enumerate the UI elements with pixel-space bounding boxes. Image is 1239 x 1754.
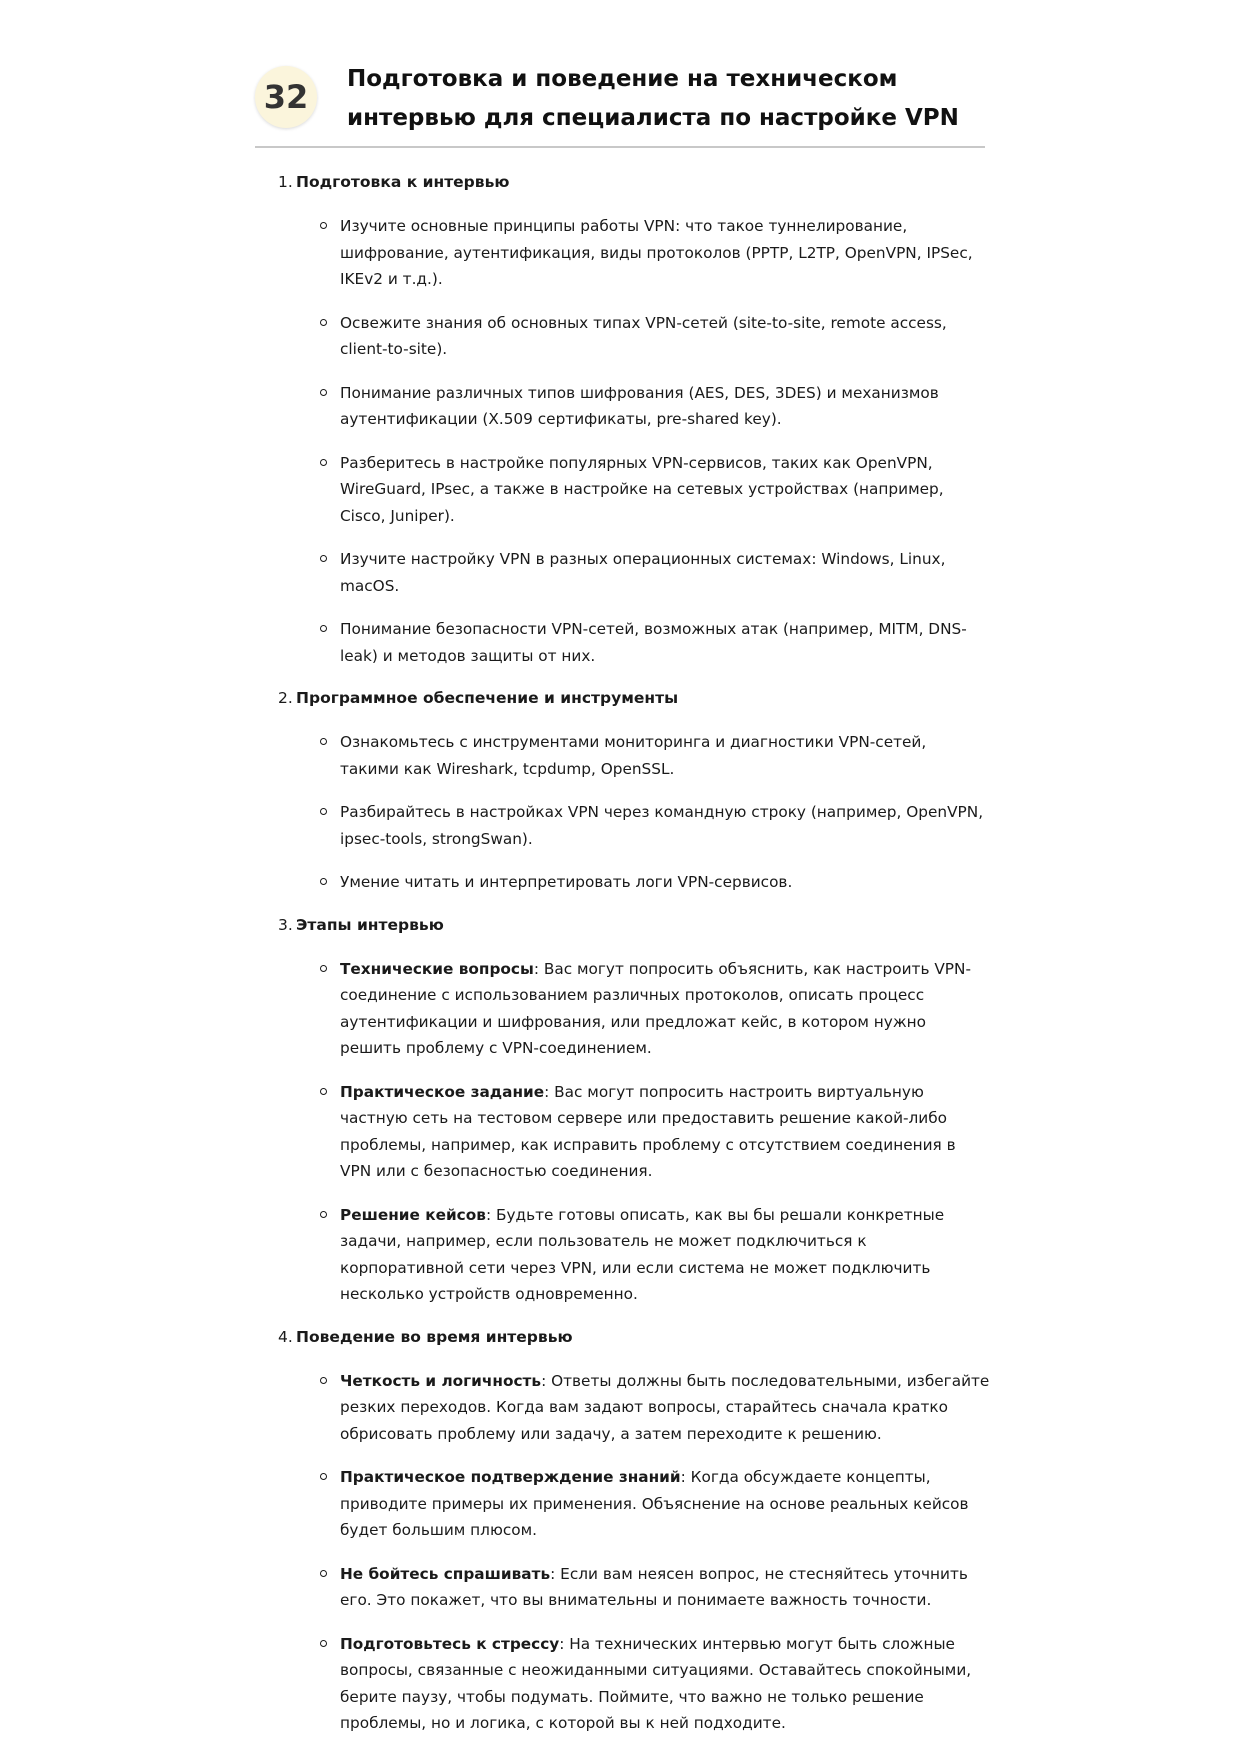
- bullet-circle-icon: [320, 1211, 327, 1218]
- list-item-text: Умение читать и интерпретировать логи VPN-сервисов.: [340, 873, 793, 891]
- section-number: 1.: [278, 173, 293, 191]
- section-title: Программное обеспечение и инструменты: [296, 689, 679, 707]
- list-item-text: : Ответы должны быть последовательными, избегайте резких переходов. Когда вам задают вопросы, старайтесь сначала кратко обрисовать проблему или задачу, а затем переходите к решению.: [340, 1371, 990, 1443]
- bullet-circle-icon: [320, 1377, 327, 1384]
- bullet-circle-icon: [320, 319, 327, 326]
- section: [278, 1325, 990, 1737]
- list-item: [320, 1079, 990, 1185]
- list-item-text: Разберитесь в настройке популярных VPN-сервисов, таких как OpenVPN, WireGuard, IPsec, а также в настройке на сетевых устройствах (например, Cisco, Juniper).: [340, 453, 944, 525]
- list-item: [320, 799, 990, 852]
- list-item-lead: Подготовьтесь к стрессу: [340, 1634, 560, 1653]
- section-heading: [278, 686, 990, 710]
- section-heading: [278, 170, 990, 194]
- chapter-title: Подготовка и поведение на техническом интервью для специалиста по настройке VPN: [347, 66, 959, 131]
- list-item: [320, 213, 990, 293]
- list-item-text: : Если вам неясен вопрос, не стесняйтесь уточнить его. Это покажет, что вы внимательны и понимаете важность точности.: [340, 1564, 968, 1609]
- bullet-circle-icon: [320, 1640, 327, 1647]
- section-heading: [278, 913, 990, 937]
- list-item-lead: Решение кейсов: [340, 1205, 486, 1224]
- section-number: 2.: [278, 689, 293, 707]
- list-item-text: : Вас могут попросить настроить виртуальную частную сеть на тестовом сервере или предоставить решение какой-либо проблемы, например, как исправить проблему с отсутствием соединения в VPN или с безопасностью соединения.: [340, 1082, 956, 1180]
- section: [278, 913, 990, 1308]
- bullet-circle-icon: [320, 222, 327, 229]
- list-item-text: Разбирайтесь в настройках VPN через командную строку (например, OpenVPN, ipsec-tools, strongSwan).: [340, 803, 984, 848]
- bullet-circle-icon: [320, 555, 327, 562]
- bullet-list: [278, 1368, 990, 1737]
- list-item-text: Освежите знания об основных типах VPN-сетей (site-to-site, remote access, client-to-site).: [340, 313, 947, 358]
- section-heading: [278, 1325, 990, 1349]
- bullet-circle-icon: [320, 738, 327, 745]
- section-title: Этапы интервью: [296, 915, 444, 934]
- list-item: [320, 1368, 990, 1448]
- list-item-lead: Практическое задание: [340, 1082, 545, 1101]
- list-item: [320, 729, 990, 782]
- list-item-text: Изучите основные принципы работы VPN: что такое туннелирование, шифрование, аутентификация, виды протоколов (PPTP, L2TP, OpenVPN, IPSec, IKEv2 и т.д.).: [340, 217, 973, 288]
- list-item-lead: Практическое подтверждение знаний: [340, 1468, 681, 1486]
- list-item-lead: Не бойтесь спрашивать: [340, 1564, 551, 1583]
- list-item-text: Понимание различных типов шифрования (AES, DES, 3DES) и механизмов аутентификации (X.509 сертификаты, pre-shared key).: [340, 383, 939, 428]
- list-item-lead: Технические вопросы: [340, 959, 534, 978]
- bullet-circle-icon: [320, 459, 327, 466]
- section-title: Подготовка к интервью: [296, 173, 510, 191]
- list-item-text: Понимание безопасности VPN-сетей, возможных атак (например, MITM, DNS-leak) и методов защиты от них.: [340, 620, 967, 665]
- list-item-text: : Будьте готовы описать, как вы бы решали конкретные задачи, например, если пользователь не может подключиться к корпоративной сети через VPN, или если система не может подключить несколько устройств одновременно.: [340, 1205, 945, 1303]
- bullet-circle-icon: [320, 1570, 327, 1577]
- document-body: [278, 170, 990, 1754]
- list-item-lead: Четкость и логичность: [340, 1371, 542, 1390]
- bullet-circle-icon: [320, 389, 327, 396]
- section: [278, 170, 990, 669]
- list-item: [320, 869, 990, 896]
- bullet-list: [278, 729, 990, 896]
- bullet-circle-icon: [320, 1473, 327, 1480]
- list-item-text: Ознакомьтесь с инструментами мониторинга и диагностики VPN-сетей, такими как Wireshark, tcpdump, OpenSSL.: [340, 733, 927, 778]
- bullet-circle-icon: [320, 965, 327, 972]
- section: [278, 686, 990, 896]
- bullet-circle-icon: [320, 625, 327, 632]
- section-number: 4.: [278, 1327, 293, 1346]
- list-item-text: : На технических интервью могут быть сложные вопросы, связанные с неожиданными ситуациями. Оставайтесь спокойными, берите паузу, чтобы подумать. Поймите, что важно не только решение проблемы, но и логика, с которой вы к ней подходите.: [340, 1634, 972, 1732]
- list-item: [320, 380, 990, 433]
- list-item: [320, 616, 990, 669]
- section-title: Поведение во время интервью: [296, 1327, 573, 1346]
- bullet-circle-icon: [320, 878, 327, 885]
- list-item-text: Изучите настройку VPN в разных операционных системах: Windows, Linux, macOS.: [340, 550, 946, 595]
- list-item-text: : Вас могут попросить объяснить, как настроить VPN-соединение с использованием различных протоколов, описать процесс аутентификации и шифрования, или предложат кейс, в котором нужно решить проблему с VPN-соединением.: [340, 959, 971, 1057]
- chapter-number-badge: 32: [255, 66, 317, 128]
- bullet-circle-icon: [320, 1088, 327, 1095]
- list-item: [320, 1631, 990, 1737]
- list-item: [320, 450, 990, 530]
- list-item: [320, 1202, 990, 1308]
- list-item: [320, 546, 990, 599]
- list-item: [320, 1464, 990, 1544]
- bullet-list: [278, 956, 990, 1308]
- list-item: [320, 956, 990, 1062]
- bullet-list: [278, 213, 990, 669]
- section-number: 3.: [278, 915, 293, 934]
- list-item-text: : Когда обсуждаете концепты, приводите примеры их применения. Объяснение на основе реальных кейсов будет большим плюсом.: [340, 1468, 969, 1539]
- list-item: [320, 1561, 990, 1614]
- list-item: [320, 310, 990, 363]
- bullet-circle-icon: [320, 808, 327, 815]
- chapter-header: [255, 56, 985, 148]
